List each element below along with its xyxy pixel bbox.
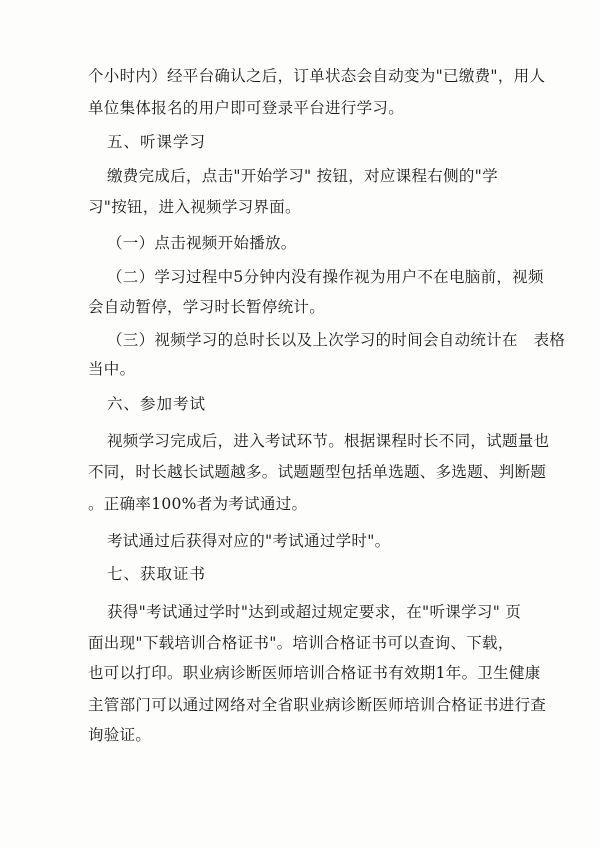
text-line: 当中。 <box>88 360 136 378</box>
section-heading-7: 七、获取证书 <box>107 565 207 583</box>
text-line: 会自动暂停，学习时长暂停统计。 <box>88 298 326 316</box>
text-line: 习"按钮，进入视频学习界面。 <box>88 198 301 216</box>
text-line: 不同，时长越长试题越多。试题题型包括单选题、多选题、判断题 <box>88 463 547 481</box>
text-line: 主管部门可以通过网络对全省职业病诊断医师培训合格证书进行查 <box>88 696 547 714</box>
text-line: 单位集体报名的用户即可登录平台进行学习。 <box>88 99 405 117</box>
text-line: （三）视频学习的总时长以及上次学习的时间会自动统计在 表格 <box>107 331 566 349</box>
text-line: （二）学习过程中5分钟内没有操作视为用户不在电脑前，视频 <box>107 268 544 286</box>
text-line: 视频学习完成后，进入考试环节。根据课程时长不同，试题量也 <box>107 432 550 450</box>
section-heading-6: 六、参加考试 <box>107 395 207 413</box>
text-line: 面出现"下载培训合格证书"。培训合格证书可以查询、下载， <box>88 634 514 652</box>
text-line: 个小时内）经平台确认之后，订单状态会自动变为"已缴费"，用人 <box>88 67 546 85</box>
text-line: 也可以打印。职业病诊断医师培训合格证书有效期1年。卫生健康 <box>88 664 541 682</box>
text-line: 。正确率100%者为考试通过。 <box>88 495 308 513</box>
section-heading-5: 五、听课学习 <box>107 133 207 151</box>
text-line: （一）点击视频开始播放。 <box>107 234 297 252</box>
text-line: 缴费完成后，点击"开始学习" 按钮，对应课程右侧的"学 <box>107 167 498 185</box>
text-line: 询验证。 <box>88 726 152 744</box>
text-line: 获得"考试通过学时"达到或超过规定要求，在"听课学习" 页 <box>107 603 522 621</box>
text-line: 考试通过后获得对应的"考试通过学时"。 <box>107 532 391 550</box>
